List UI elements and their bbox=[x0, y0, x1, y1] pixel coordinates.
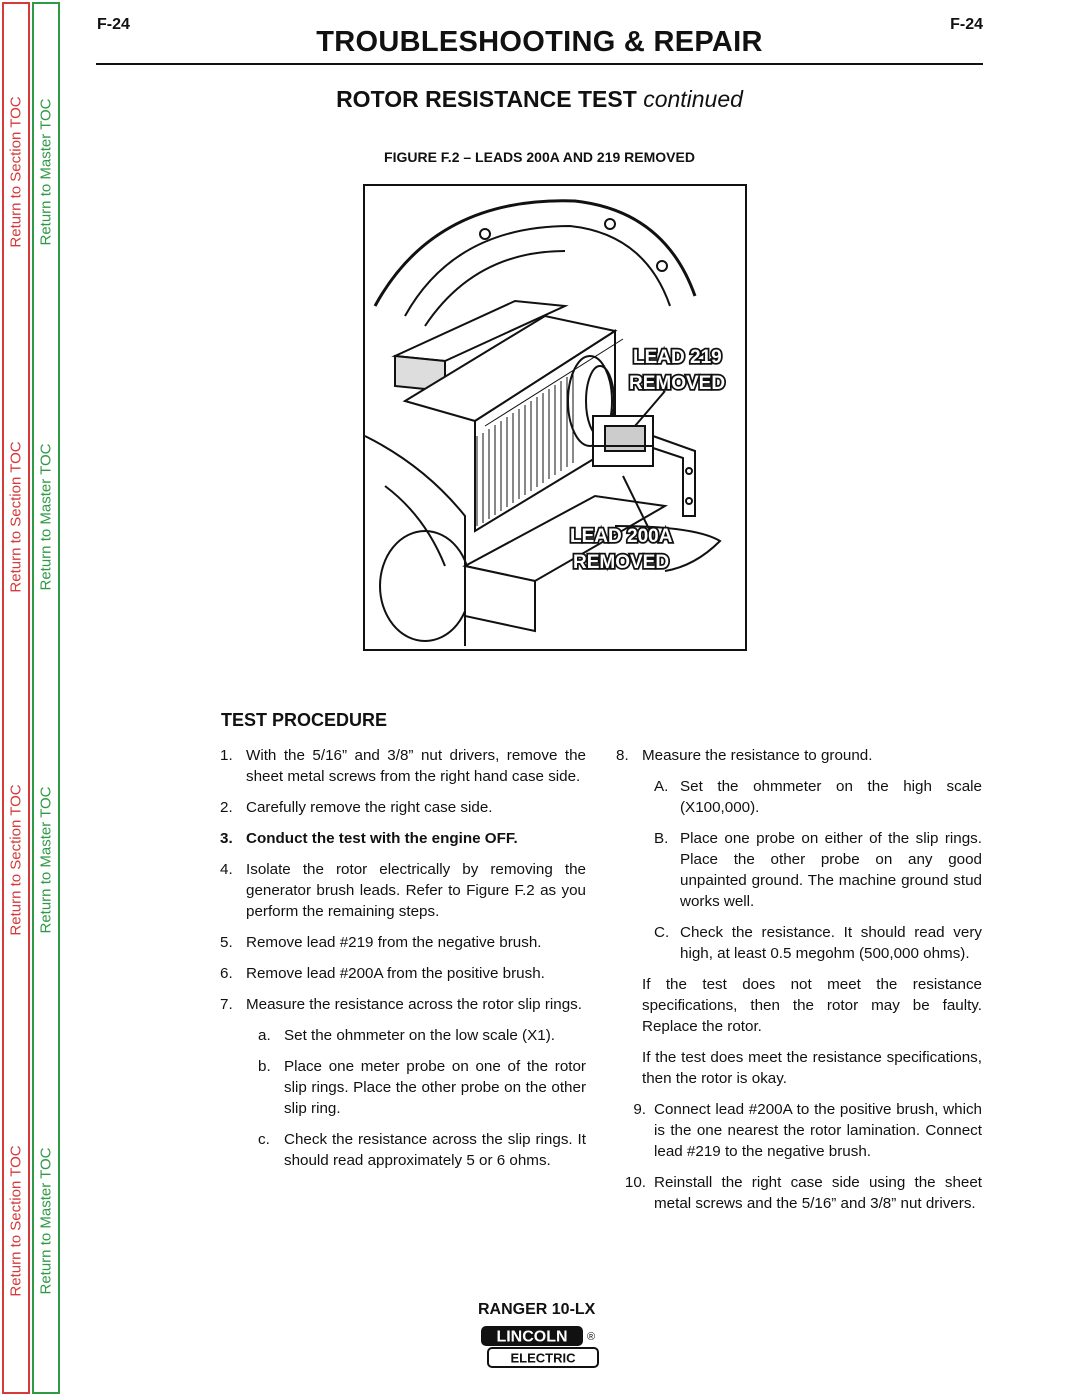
return-to-master-toc-link[interactable]: Return to Master TOC bbox=[37, 443, 55, 591]
step-number: 4. bbox=[220, 861, 233, 878]
step-number: 7. bbox=[220, 996, 233, 1013]
step-6 bbox=[220, 963, 586, 984]
step-text: Measure the resistance to ground. bbox=[642, 747, 873, 764]
lead-200a-label-line2: REMOVED bbox=[573, 552, 670, 573]
step-8-note-pass: If the test does meet the resistance specifications, then the rotor is okay. bbox=[642, 1049, 982, 1087]
rotor-figure bbox=[363, 184, 747, 651]
step-text: Remove lead #219 from the negative brush. bbox=[246, 934, 542, 951]
step-text: Set the ohmmeter on the high scale (X100,000). bbox=[680, 778, 982, 816]
step-number: 3. bbox=[220, 830, 233, 847]
logo-electric-text: ELECTRIC bbox=[510, 1350, 576, 1366]
return-to-master-toc-link[interactable]: Return to Master TOC bbox=[37, 1147, 55, 1295]
step-5 bbox=[220, 932, 586, 953]
step-number: 2. bbox=[220, 799, 233, 816]
logo-registered-mark: ® bbox=[586, 1331, 596, 1343]
model-name: RANGER 10-LX bbox=[478, 1301, 596, 1318]
section-title-continued: continued bbox=[643, 86, 743, 112]
step-text: Set the ohmmeter on the low scale (X1). bbox=[284, 1027, 555, 1044]
header-divider bbox=[96, 63, 983, 65]
return-to-master-toc-link[interactable]: Return to Master TOC bbox=[37, 98, 55, 246]
step-8a bbox=[642, 776, 982, 818]
step-number: 10. bbox=[624, 1174, 646, 1191]
logo-lincoln-text: LINCOLN bbox=[496, 1328, 568, 1346]
step-text: Conduct the test with the engine OFF. bbox=[246, 830, 518, 847]
step-text: Reinstall the right case side using the sheet metal screws and the 5/16” and 3/8” nut drivers. bbox=[654, 1174, 982, 1212]
step-9 bbox=[616, 1099, 982, 1162]
step-1 bbox=[220, 745, 586, 787]
step-number: 6. bbox=[220, 965, 233, 982]
return-to-section-toc-link[interactable]: Return to Section TOC bbox=[7, 441, 25, 593]
step-text: Carefully remove the right case side. bbox=[246, 799, 493, 816]
step-text: Check the resistance. It should read very high, at least 0.5 megohm (500,000 ohms). bbox=[680, 924, 982, 962]
step-number: 8. bbox=[616, 747, 629, 764]
step-7 bbox=[220, 994, 586, 1015]
lead-219-label-line1: LEAD 219 bbox=[633, 347, 722, 368]
step-text: Measure the resistance across the rotor slip rings. bbox=[246, 996, 582, 1013]
step-8b bbox=[642, 828, 982, 912]
step-2 bbox=[220, 797, 586, 818]
step-3 bbox=[220, 828, 586, 849]
step-number: a. bbox=[258, 1027, 271, 1044]
step-text: Connect lead #200A to the positive brush, which is the one nearest the rotor lamination. Connect lead #219 to the negative brush. bbox=[654, 1101, 982, 1160]
step-number: B. bbox=[654, 830, 669, 847]
step-number: A. bbox=[654, 778, 669, 795]
step-text: With the 5/16” and 3/8” nut drivers, remove the sheet metal screws from the right hand case side. bbox=[246, 747, 586, 785]
step-7b bbox=[246, 1056, 586, 1119]
step-number: 1. bbox=[220, 747, 233, 764]
step-number: C. bbox=[654, 924, 670, 941]
return-to-section-toc-link[interactable]: Return to Section TOC bbox=[7, 1145, 25, 1297]
return-to-section-toc-link[interactable]: Return to Section TOC bbox=[7, 784, 25, 936]
return-to-section-toc-link[interactable]: Return to Section TOC bbox=[7, 96, 25, 248]
lead-219-label-line2: REMOVED bbox=[629, 373, 726, 394]
lead-200a-label-line1: LEAD 200A bbox=[570, 526, 673, 547]
rotor-illustration bbox=[365, 186, 745, 649]
step-8 bbox=[616, 745, 982, 766]
step-number: c. bbox=[258, 1131, 270, 1148]
step-text: Place one probe on either of the slip rings. Place the other probe on any good unpainted ground. The machine ground stud works well. bbox=[680, 830, 982, 910]
step-number: 9. bbox=[633, 1101, 646, 1118]
step-4 bbox=[220, 859, 586, 922]
section-title bbox=[96, 86, 983, 113]
lincoln-electric-logo bbox=[480, 1324, 600, 1370]
section-title-text: ROTOR RESISTANCE TEST bbox=[336, 86, 637, 112]
procedure-heading: TEST PROCEDURE bbox=[221, 710, 388, 730]
step-text: Place one meter probe on one of the rotor slip rings. Place the other probe on the other slip ring. bbox=[284, 1058, 586, 1117]
return-to-master-toc-link[interactable]: Return to Master TOC bbox=[37, 786, 55, 934]
page-number-right: F-24 bbox=[950, 16, 983, 33]
step-8c bbox=[642, 922, 982, 964]
step-7c bbox=[246, 1129, 586, 1171]
page-number-left: F-24 bbox=[97, 16, 130, 33]
figure-caption: FIGURE F.2 – LEADS 200A AND 219 REMOVED bbox=[384, 149, 695, 165]
master-toc-strip bbox=[32, 2, 60, 1394]
step-text: Remove lead #200A from the positive brush. bbox=[246, 965, 545, 982]
step-10 bbox=[616, 1172, 982, 1214]
step-7a bbox=[246, 1025, 586, 1046]
step-text: Check the resistance across the slip rings. It should read approximately 5 or 6 ohms. bbox=[284, 1131, 586, 1169]
step-number: b. bbox=[258, 1058, 271, 1075]
procedure-column-right bbox=[616, 745, 982, 1224]
step-text: Isolate the rotor electrically by removing the generator brush leads. Refer to Figure F.2 as you perform the remaining steps. bbox=[246, 861, 586, 920]
step-number: 5. bbox=[220, 934, 233, 951]
step-8-note-fail: If the test does not meet the resistance specifications, then the rotor may be faulty. Replace the rotor. bbox=[642, 976, 982, 1035]
chapter-title: TROUBLESHOOTING & REPAIR bbox=[316, 26, 763, 58]
section-toc-strip bbox=[2, 2, 30, 1394]
procedure-column-left bbox=[220, 745, 586, 1181]
